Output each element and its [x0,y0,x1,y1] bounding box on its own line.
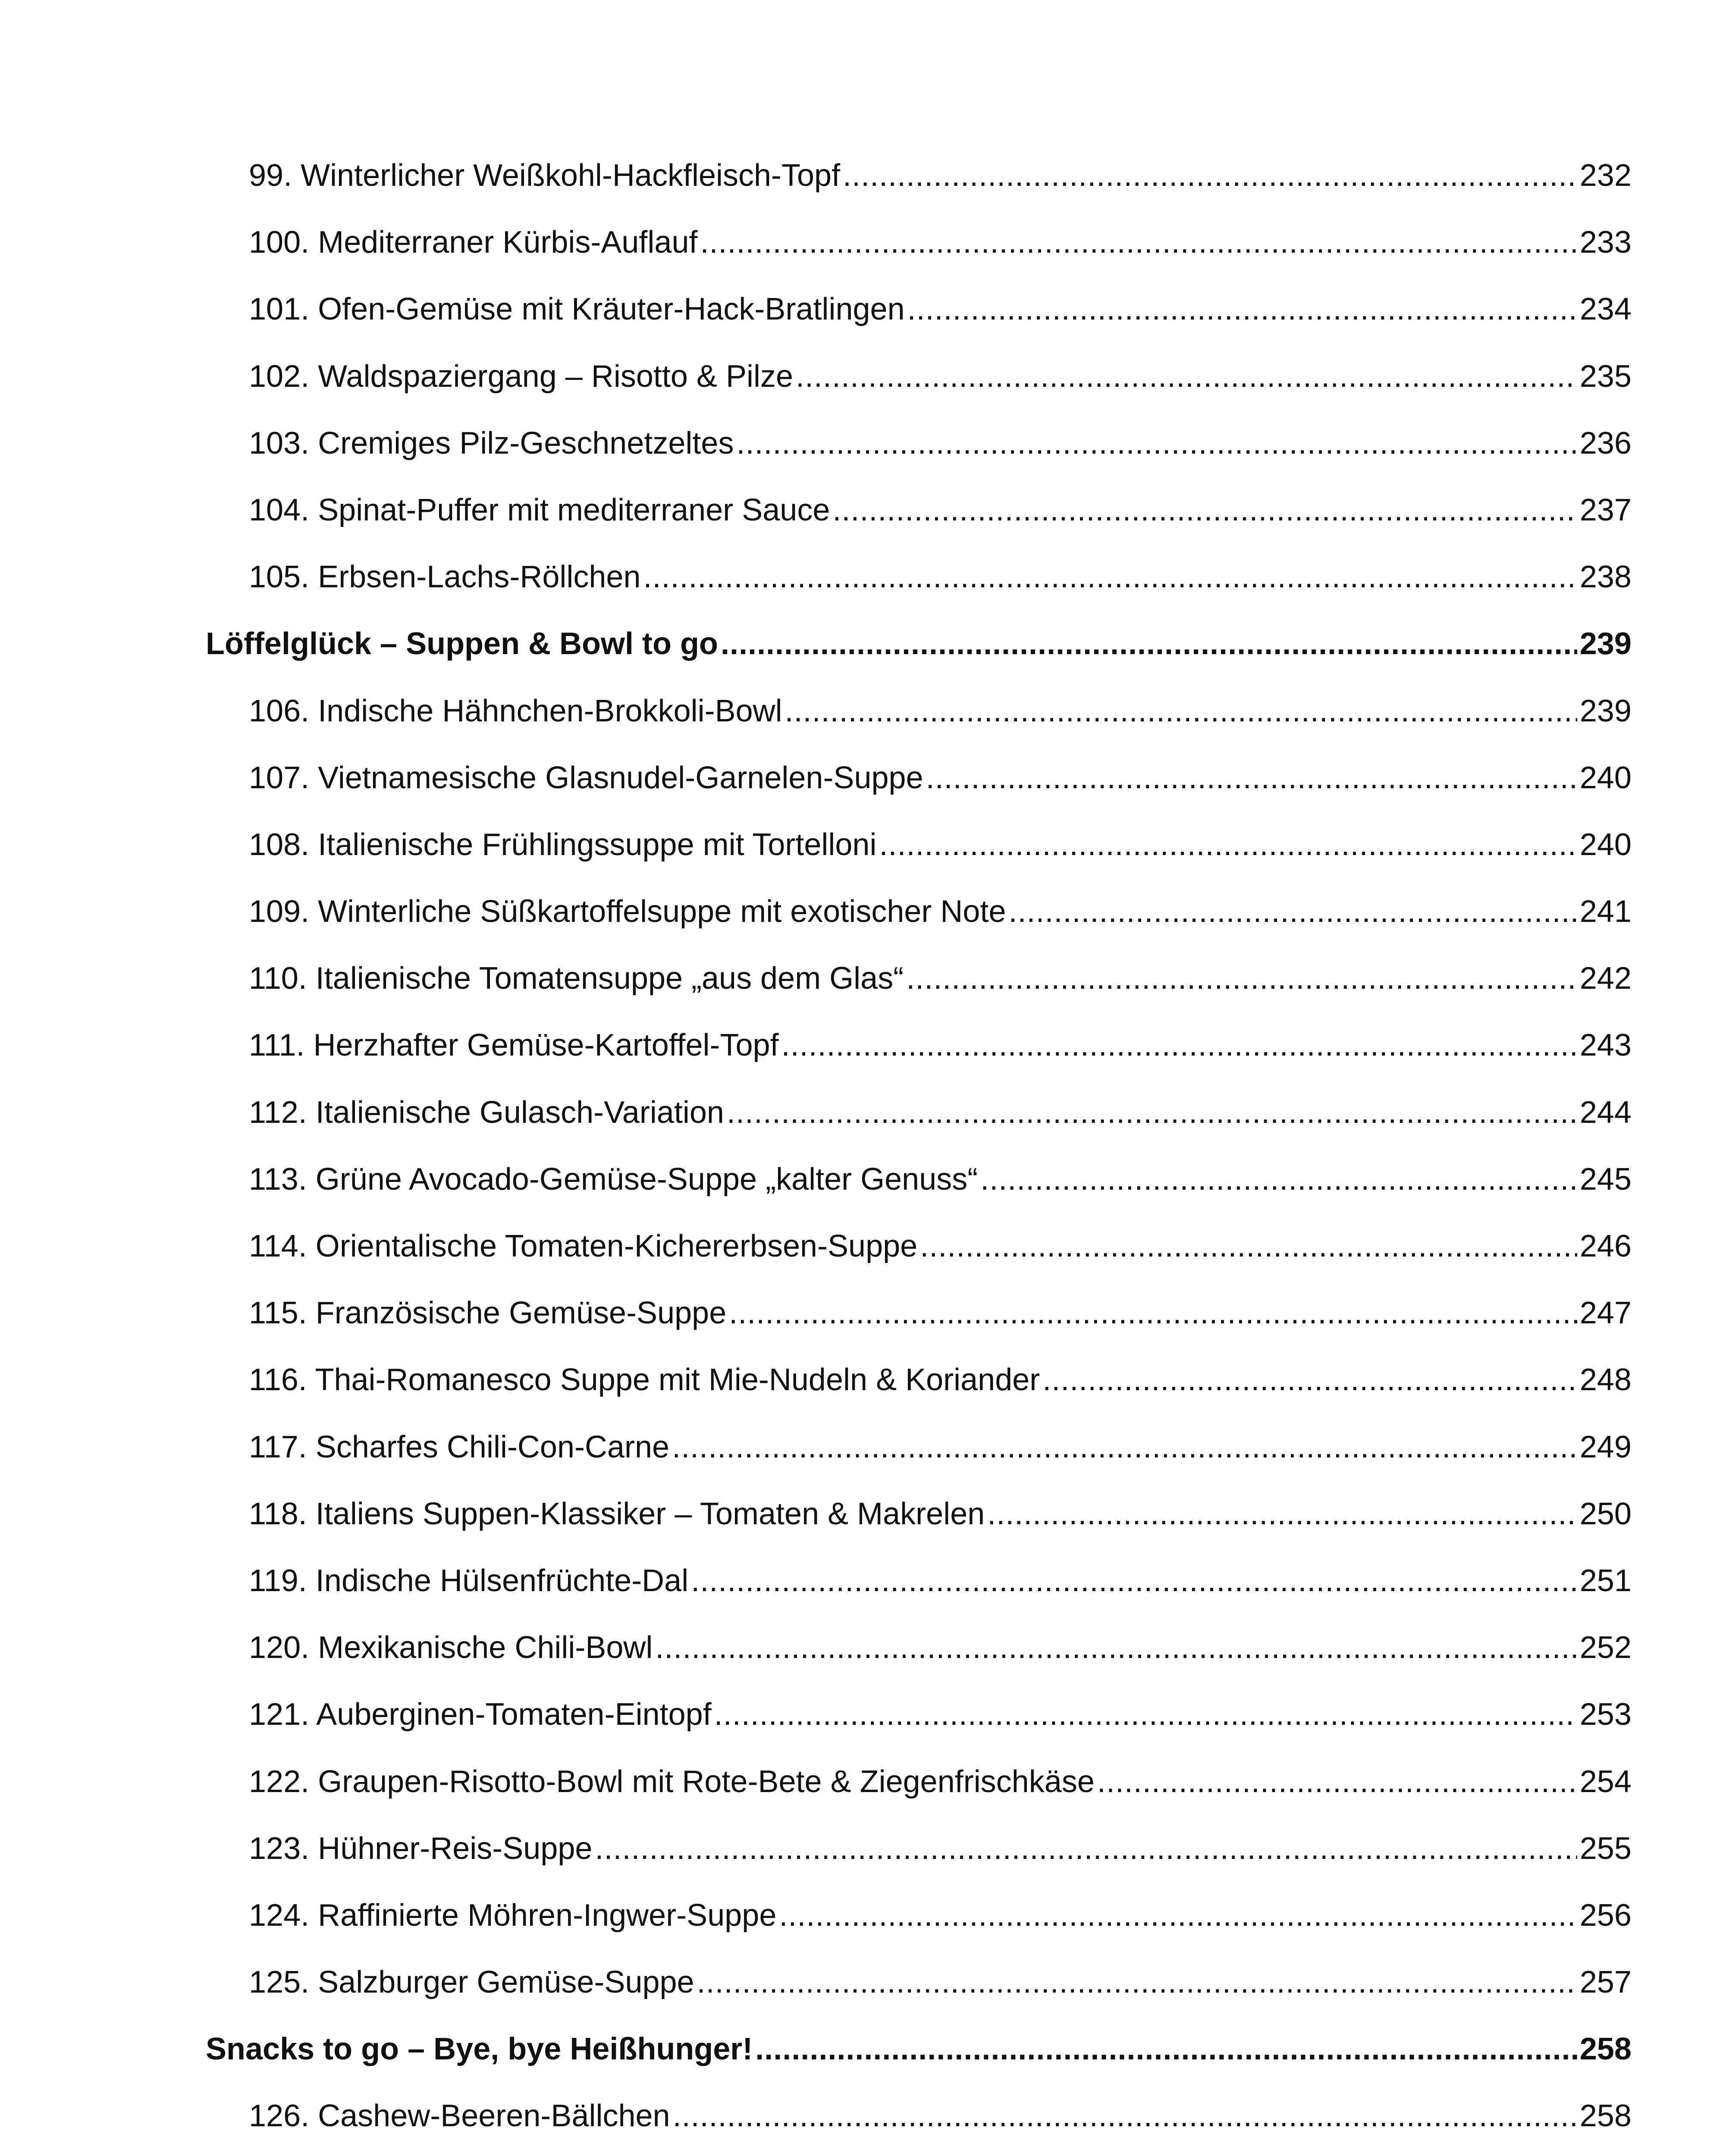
toc-page-number [1580,2150,1632,2156]
dot-leader [785,678,1577,745]
toc-recipe-entry [0,410,1732,477]
dot-leader [672,1414,1577,1481]
dot-leader [655,1614,1577,1681]
toc-recipe-entry [0,1481,1732,1548]
toc-recipe-entry [0,945,1732,1012]
dot-leader [907,276,1577,343]
dot-leader [796,343,1577,410]
toc-line [249,276,1632,343]
dot-leader [588,2150,1577,2156]
toc-recipe-entry [0,209,1732,276]
toc-recipe-entry [0,1614,1732,1681]
dot-leader [926,745,1577,812]
toc-recipe-entry [0,1882,1732,1949]
toc-line [249,945,1632,1012]
dot-leader [700,209,1577,276]
toc-page-number: 234 [1579,292,1632,327]
toc-recipe-entry [0,1347,1732,1413]
toc-line [249,1280,1632,1347]
toc-entry-title: 116. Thai-Romanesco Suppe mit Mie-Nudeln & Koriander [249,1363,1040,1398]
toc-page-number: 247 [1579,1296,1632,1331]
toc-line [249,1882,1632,1949]
toc-entry-title: 123. Hühner-Reis-Suppe [249,1831,593,1866]
toc-page-number: 255 [1579,1831,1632,1866]
toc-line [249,2083,1632,2150]
toc-line [249,1012,1632,1079]
toc-entry-title: 126. Cashew-Beeren-Bällchen [249,2099,670,2134]
toc-page-number: 252 [1579,1630,1632,1665]
toc-line [249,1213,1632,1280]
toc-entry-title: 119. Indische Hülsenfrüchte-Dal [249,1563,689,1598]
dot-leader [1009,878,1577,945]
toc-recipe-entry [0,276,1732,343]
toc-recipe-entry [0,745,1732,812]
toc-page-number: 257 [1579,1965,1632,2000]
toc-entry-title: Löffelglück – Suppen & Bowl to go [206,627,718,661]
toc-page-number: 245 [1579,1162,1632,1197]
toc-line [249,745,1632,812]
toc-recipe-entry [0,1681,1732,1748]
toc-entry-title: 121. Auberginen-Tomaten-Eintopf [249,1697,712,1732]
toc-section-heading [0,2016,1732,2083]
toc-line [249,1079,1632,1146]
dot-leader [691,1548,1577,1614]
toc-line [249,812,1632,878]
toc-line [249,1414,1632,1481]
dot-leader [980,1146,1577,1213]
toc-page-number: 237 [1579,492,1632,527]
toc-line [249,544,1632,611]
dot-leader [987,1481,1577,1548]
toc-recipe-entry [0,1949,1732,2016]
toc-recipe-entry [0,544,1732,611]
dot-leader [779,1882,1577,1949]
toc-recipe-entry [0,2083,1732,2150]
toc-page-number: 250 [1579,1496,1632,1531]
dot-leader [714,1681,1577,1748]
toc-entry-title: 107. Vietnamesische Glasnudel-Garnelen-Suppe [249,760,923,795]
toc-entry-title: 118. Italiens Suppen-Klassiker – Tomaten & Makrelen [249,1496,985,1531]
toc-entry-title: 101. Ofen-Gemüse mit Kräuter-Hack-Bratlingen [249,292,905,327]
toc-line [249,1146,1632,1213]
toc-page-number: 236 [1579,426,1632,461]
toc-line [249,1548,1632,1614]
toc-line [249,878,1632,945]
toc-recipe-entry [0,1414,1732,1481]
toc-line [249,142,1632,209]
toc-entry-title: 100. Mediterraner Kürbis-Auflauf [249,225,698,260]
toc-line [249,2150,1632,2156]
toc-line [249,1681,1632,1748]
toc-entry-title: 115. Französische Gemüse-Suppe [249,1296,727,1331]
toc-entry-title: 105. Erbsen-Lachs-Röllchen [249,560,641,595]
toc-entry-title: 124. Raffinierte Möhren-Ingwer-Suppe [249,1898,777,1933]
dot-leader [729,1280,1577,1347]
toc-line [249,1749,1632,1815]
toc-recipe-entry [0,2150,1732,2156]
dot-leader [879,812,1577,878]
dot-leader [843,142,1577,209]
toc-entry-title: 109. Winterliche Süßkartoffelsuppe mit exotischer Note [249,894,1006,929]
toc-line [249,1815,1632,1882]
toc-entry-title: 103. Cremiges Pilz-Geschnetzeltes [249,426,734,461]
dot-leader [727,1079,1577,1146]
toc-page-number: 248 [1579,1363,1632,1398]
dot-leader [755,2016,1577,2083]
toc-page-number: 258 [1579,2032,1632,2067]
toc-page-number: 239 [1579,693,1632,728]
toc-entry-title: 104. Spinat-Puffer mit mediterraner Sauce [249,492,830,527]
toc-entry-title: 125. Salzburger Gemüse-Suppe [249,1965,694,2000]
dot-leader [721,611,1577,677]
toc-page-number: 254 [1579,1764,1632,1799]
dot-leader [697,1949,1577,2016]
dot-leader [832,477,1577,544]
toc-entry-title: 113. Grüne Avocado-Gemüse-Suppe „kalter Genuss“ [249,1162,978,1197]
toc-page-number: 239 [1579,627,1632,661]
toc-line [249,1614,1632,1681]
toc-page-number: 240 [1579,760,1632,795]
toc-entry-title: 122. Graupen-Risotto-Bowl mit Rote-Bete & Ziegenfrischkäse [249,1764,1095,1799]
toc-page-number: 232 [1579,158,1632,193]
toc-entry-title: 120. Mexikanische Chili-Bowl [249,1630,653,1665]
toc-entry-title: 117. Scharfes Chili-Con-Carne [249,1429,670,1464]
toc-entry-title: 110. Italienische Tomatensuppe „aus dem Glas“ [249,961,904,996]
toc-page-number: 238 [1579,560,1632,595]
toc-entry-title: 111. Herzhafter Gemüse-Kartoffel-Topf [249,1028,779,1063]
toc-line [249,1949,1632,2016]
dot-leader [781,1012,1577,1079]
toc-line [249,678,1632,745]
toc-entry-title: 114. Orientalische Tomaten-Kichererbsen-Suppe [249,1229,918,1263]
toc-page-number: 242 [1579,961,1632,996]
toc-page-number: 235 [1579,359,1632,394]
dot-leader [1097,1749,1577,1815]
table-of-contents [0,142,1732,2156]
toc-page-number: 256 [1579,1898,1632,1933]
toc-entry-title: 108. Italienische Frühlingssuppe mit Tortelloni [249,827,877,862]
toc-recipe-entry [0,477,1732,544]
toc-page-number: 251 [1579,1563,1632,1598]
toc-recipe-entry [0,678,1732,745]
toc-line [249,1347,1632,1413]
toc-section-heading [0,611,1732,677]
toc-recipe-entry [0,142,1732,209]
toc-line [249,1481,1632,1548]
toc-page-number: 249 [1579,1429,1632,1464]
dot-leader [673,2083,1577,2150]
toc-recipe-entry [0,1280,1732,1347]
toc-entry-title: 106. Indische Hähnchen-Brokkoli-Bowl [249,693,782,728]
toc-entry-title [249,2150,585,2156]
toc-recipe-entry [0,1213,1732,1280]
toc-page-number: 240 [1579,827,1632,862]
toc-page-number: 243 [1579,1028,1632,1063]
toc-page-number: 253 [1579,1697,1632,1732]
toc-page-number: 241 [1579,894,1632,929]
toc-recipe-entry [0,1815,1732,1882]
toc-line [249,410,1632,477]
dot-leader [595,1815,1577,1882]
toc-recipe-entry [0,1146,1732,1213]
toc-page-number: 246 [1579,1229,1632,1263]
toc-line [206,611,1632,677]
dot-leader [906,945,1577,1012]
toc-recipe-entry [0,1749,1732,1815]
toc-page-number: 233 [1579,225,1632,260]
toc-entry-title: 112. Italienische Gulasch-Variation [249,1095,724,1130]
toc-recipe-entry [0,1079,1732,1146]
toc-line [249,477,1632,544]
toc-line [206,2016,1632,2083]
toc-entry-title: Snacks to go – Bye, bye Heißhunger! [206,2032,753,2067]
toc-recipe-entry [0,343,1732,410]
toc-line [249,343,1632,410]
toc-line [249,209,1632,276]
toc-page-number: 258 [1579,2099,1632,2134]
toc-recipe-entry [0,878,1732,945]
toc-recipe-entry [0,812,1732,878]
toc-recipe-entry [0,1012,1732,1079]
toc-entry-title: 102. Waldspaziergang – Risotto & Pilze [249,359,794,394]
dot-leader [1042,1347,1577,1413]
toc-recipe-entry [0,1548,1732,1614]
dot-leader [736,410,1577,477]
toc-page-number: 244 [1579,1095,1632,1130]
toc-entry-title: 99. Winterlicher Weißkohl-Hackfleisch-Topf [249,158,841,193]
dot-leader [643,544,1577,611]
dot-leader [920,1213,1577,1280]
